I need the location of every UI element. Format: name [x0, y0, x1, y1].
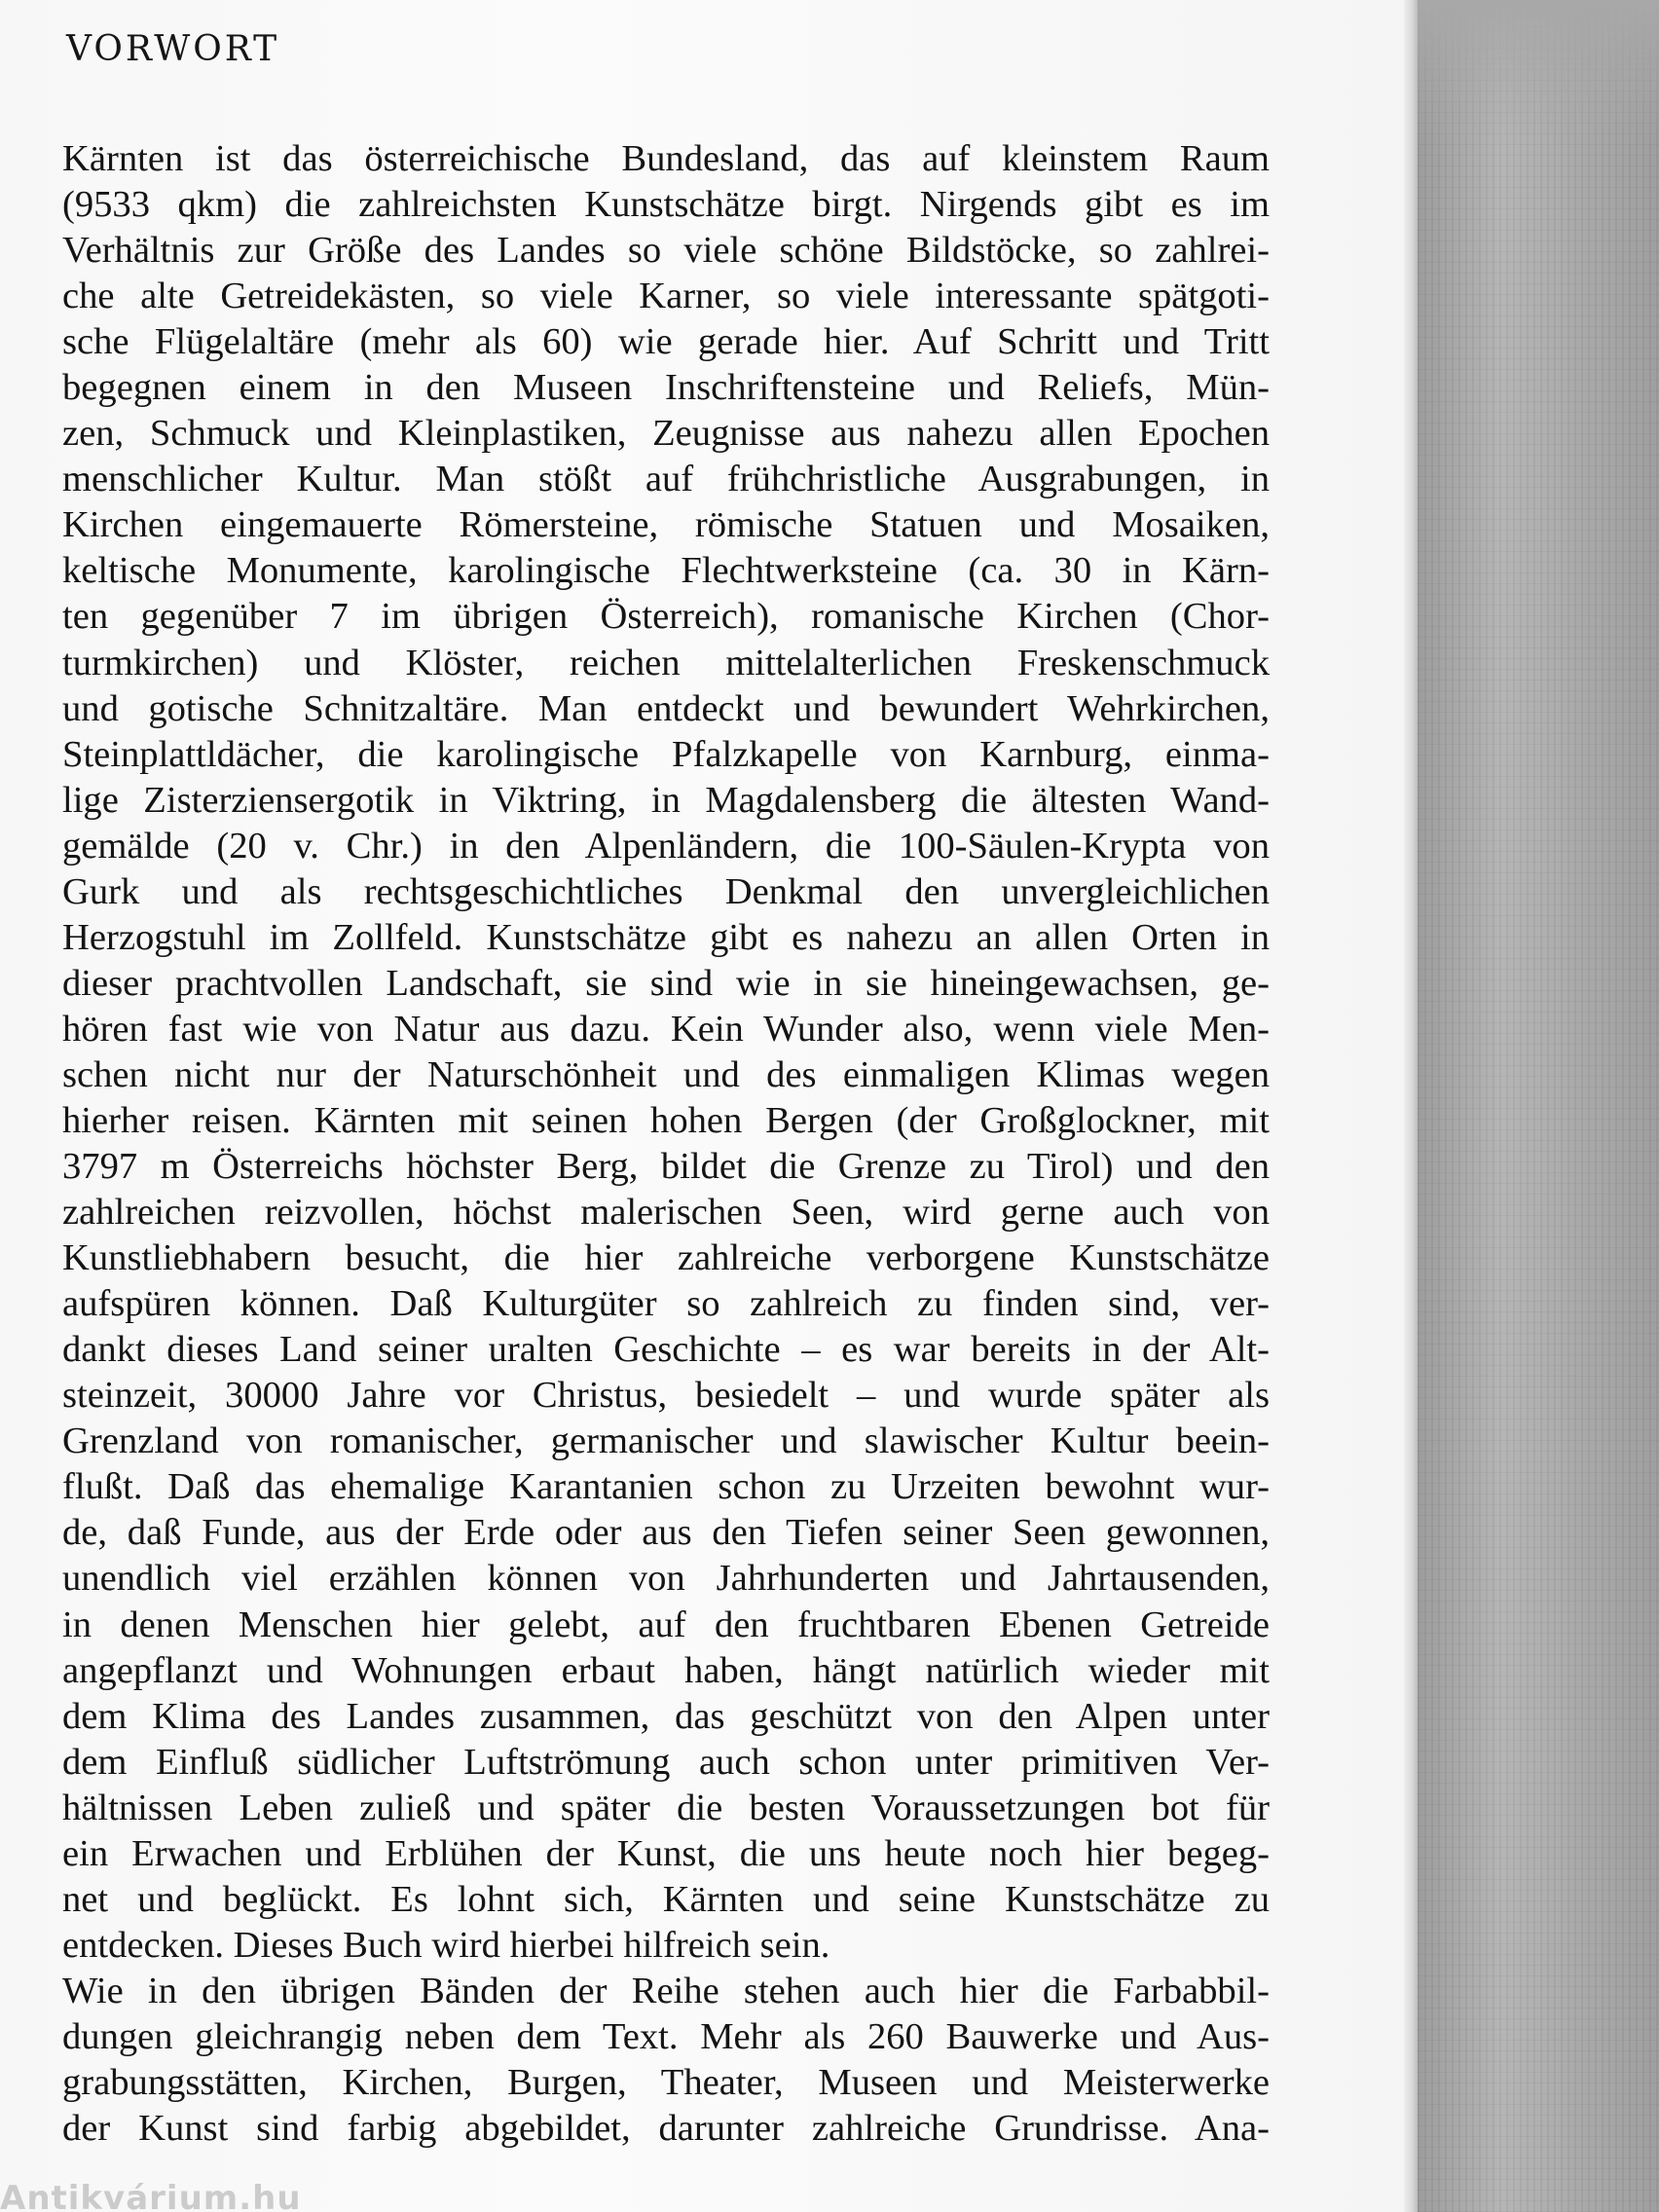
text-line: turmkirchen) und Klöster, reichen mittelalterlichen Freskenschmuck — [62, 642, 1270, 683]
text-line: dungen gleichrangig neben dem Text. Mehr als 260 Bauwerke und Aus- — [62, 2015, 1270, 2057]
text-line: Kärnten ist das österreichische Bundesland, das auf kleinstem Raum — [62, 138, 1270, 179]
text-line: dieser prachtvollen Landschaft, sie sind wie in sie hineingewachsen, ge- — [62, 962, 1270, 1004]
text-line: net und beglückt. Es lohnt sich, Kärnten und seine Kunstschätze zu — [62, 1878, 1270, 1920]
text-line: Steinplattldächer, die karolingische Pfalzkapelle von Karnburg, einma- — [62, 733, 1270, 775]
text-line: flußt. Daß das ehemalige Karantanien schon zu Urzeiten bewohnt wur- — [62, 1466, 1270, 1508]
wood-backdrop — [1418, 0, 1659, 2212]
text-line: Gurk und als rechtsgeschichtliches Denkmal den unvergleichlichen — [62, 870, 1270, 912]
text-line: 3797 m Österreichs höchster Berg, bildet die Grenze zu Tirol) und den — [62, 1146, 1270, 1188]
text-line: keltische Monumente, karolingische Flechtwerksteine (ca. 30 in Kärn- — [62, 550, 1270, 592]
text-line: hören fast wie von Natur aus dazu. Kein Wunder also, wenn viele Men- — [62, 1008, 1270, 1050]
text-line: Grenzland von romanischer, germanischer und slawischer Kultur beein- — [62, 1420, 1270, 1462]
text-line: menschlicher Kultur. Man stößt auf frühchristliche Ausgrabungen, in — [62, 459, 1270, 500]
backdrop-shade — [1418, 0, 1659, 146]
page-title: VORWORT — [66, 29, 280, 69]
text-line: begegnen einem in den Museen Inschriftensteine und Reliefs, Mün- — [62, 367, 1270, 409]
text-line: lige Zisterziensergotik in Viktring, in Magdalensberg die ältesten Wand- — [62, 779, 1270, 821]
text-line: (9533 qkm) die zahlreichsten Kunstschätze birgt. Nirgends gibt es im — [62, 184, 1270, 226]
text-line: Verhältnis zur Größe des Landes so viele schöne Bildstöcke, so zahlrei- — [62, 230, 1270, 272]
page-edge — [1404, 0, 1418, 2212]
text-line: angepflanzt und Wohnungen erbaut haben, hängt natürlich wieder mit — [62, 1649, 1270, 1691]
text-line: de, daß Funde, aus der Erde oder aus den Tiefen seiner Seen gewonnen, — [62, 1512, 1270, 1554]
watermark: Antikvárium.hu — [0, 2179, 302, 2212]
text-line: steinzeit, 30000 Jahre vor Christus, besiedelt – und wurde später als — [62, 1375, 1270, 1417]
text-line: gemälde (20 v. Chr.) in den Alpenländern, die 100-Säulen-Krypta von — [62, 825, 1270, 866]
text-line: che alte Getreidekästen, so viele Karner, so viele interessante spätgoti- — [62, 276, 1270, 317]
text-line: Wie in den übrigen Bänden der Reihe stehen auch hier die Farbabbil- — [62, 1970, 1270, 2011]
text-line: grabungsstätten, Kirchen, Burgen, Theater, Museen und Meisterwerke — [62, 2061, 1270, 2103]
text-line: aufspüren können. Daß Kulturgüter so zahlreich zu finden sind, ver- — [62, 1283, 1270, 1325]
text-line: und gotische Schnitzaltäre. Man entdeckt und bewundert Wehrkirchen, — [62, 687, 1270, 729]
text-line: Kunstliebhabern besucht, die hier zahlreiche verborgene Kunstschätze — [62, 1237, 1270, 1279]
text-line: Kirchen eingemauerte Römersteine, römische Statuen und Mosaiken, — [62, 504, 1270, 546]
text-line: zahlreichen reizvollen, höchst malerischen Seen, wird gerne auch von — [62, 1192, 1270, 1234]
text-line: unendlich viel erzählen können von Jahrhunderten und Jahrtausenden, — [62, 1558, 1270, 1600]
text-line: dankt dieses Land seiner uralten Geschichte – es war bereits in der Alt- — [62, 1329, 1270, 1371]
text-line: hierher reisen. Kärnten mit seinen hohen Bergen (der Großglockner, mit — [62, 1099, 1270, 1141]
body-text — [62, 136, 1270, 2152]
text-line: schen nicht nur der Naturschönheit und des einmaligen Klimas wegen — [62, 1053, 1270, 1095]
text-line: entdecken. Dieses Buch wird hierbei hilfreich sein. — [62, 1924, 830, 1966]
text-line: ten gegenüber 7 im übrigen Österreich), romanische Kirchen (Chor- — [62, 596, 1270, 638]
text-line: in denen Menschen hier gelebt, auf den fruchtbaren Ebenen Getreide — [62, 1604, 1270, 1645]
text-line: dem Einfluß südlicher Luftströmung auch schon unter primitiven Ver- — [62, 1741, 1270, 1783]
text-line: ein Erwachen und Erblühen der Kunst, die uns heute noch hier begeg- — [62, 1832, 1270, 1874]
text-line: dem Klima des Landes zusammen, das geschützt von den Alpen unter — [62, 1695, 1270, 1737]
text-line: hältnissen Leben zuließ und später die besten Voraussetzungen bot für — [62, 1787, 1270, 1828]
text-line: sche Flügelaltäre (mehr als 60) wie gerade hier. Auf Schritt und Tritt — [62, 321, 1270, 363]
text-line: Herzogstuhl im Zollfeld. Kunstschätze gibt es nahezu an allen Orten in — [62, 916, 1270, 958]
text-line: der Kunst sind farbig abgebildet, darunter zahlreiche Grundrisse. Ana- — [62, 2108, 1270, 2150]
text-line: zen, Schmuck und Kleinplastiken, Zeugnisse aus nahezu allen Epochen — [62, 413, 1270, 455]
